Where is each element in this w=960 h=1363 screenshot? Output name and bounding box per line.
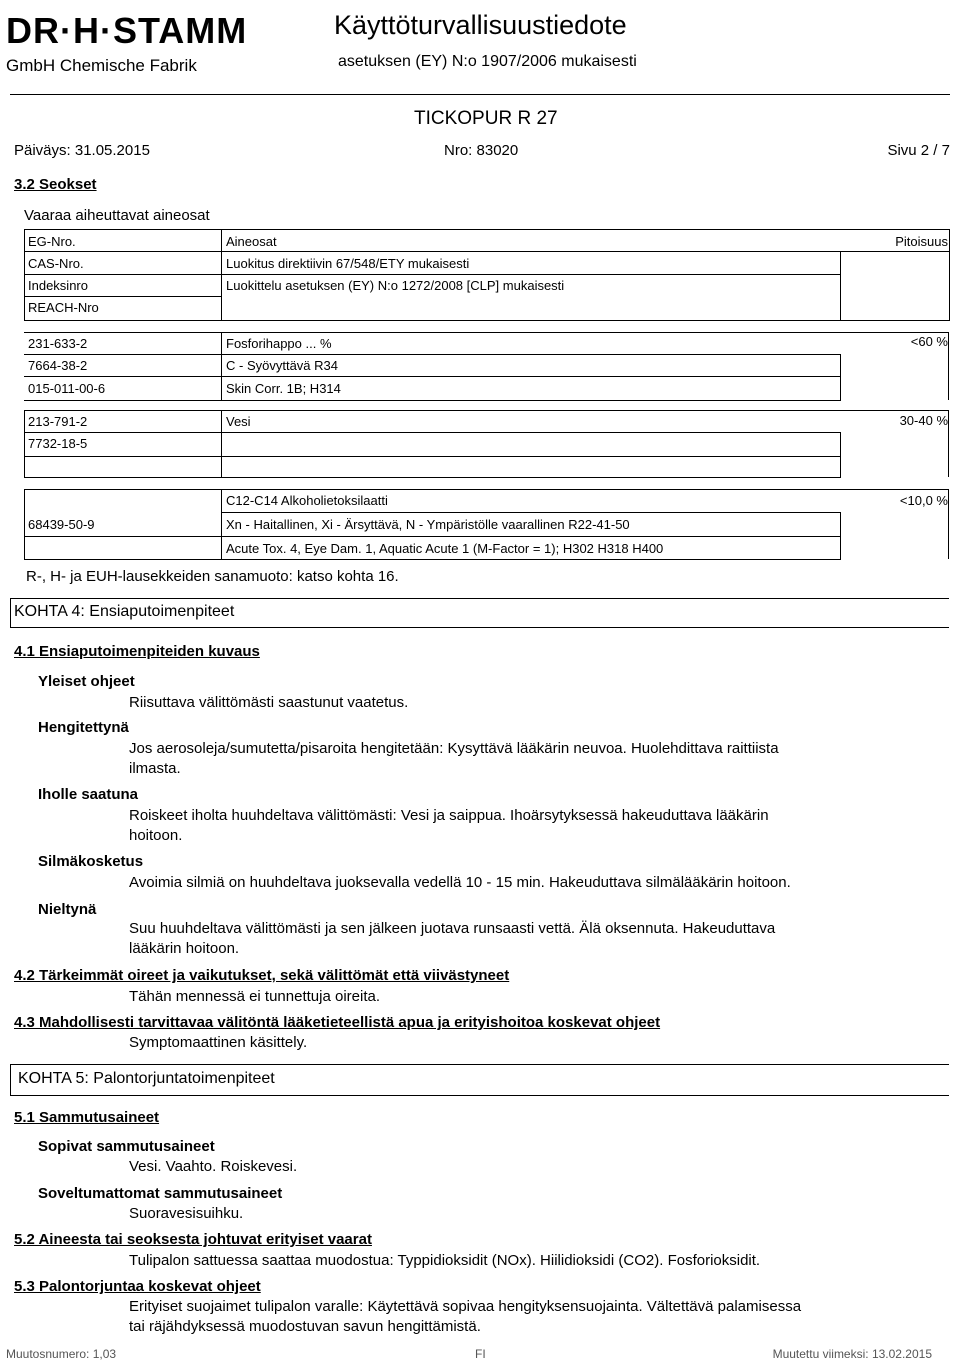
footer-revision: Muutosnumero: 1,03 <box>6 1347 117 1361</box>
table-divider <box>24 432 841 433</box>
skin-contact-label: Iholle saatuna <box>38 786 139 803</box>
company-logo-subtitle: GmbH Chemische Fabrik <box>6 56 197 75</box>
header-classification-dsd: Luokitus direktiivin 67/548/ETY mukaisesti <box>226 256 470 271</box>
skin-contact-text-1: Roiskeet iholta huuhdeltava välittömästi: Vesi ja saippua. Ihoärsytyksessä hakeuduttava lääkärin <box>129 807 769 824</box>
general-advice-label: Yleiset ohjeet <box>38 673 135 690</box>
company-logo: DR·H·STAMM <box>6 10 248 51</box>
row-2-name: Vesi <box>226 414 251 429</box>
row-3-classification-dsd: Xn - Haitallinen, Xi - Ärsyttävä, N - Ympäristölle vaarallinen R22-41-50 <box>226 517 630 532</box>
table-divider <box>24 332 949 333</box>
table-divider <box>24 400 841 401</box>
section-4-3-text: Symptomaattinen käsittely. <box>129 1034 308 1051</box>
table-divider <box>24 274 841 275</box>
table-divider <box>24 410 949 411</box>
table-divider <box>840 354 841 400</box>
table-divider <box>840 512 841 559</box>
section-3-2-heading: 3.2 Seokset <box>14 176 97 193</box>
table-divider <box>840 432 841 477</box>
section-5-3-text-2: tai räjähdyksessä muodostuvan savun hengittämistä. <box>129 1318 481 1335</box>
phrases-note: R-, H- ja EUH-lausekkeiden sanamuoto: katso kohta 16. <box>26 568 399 585</box>
page-number: Sivu 2 / 7 <box>887 142 950 159</box>
unsuitable-media-text: Suoravesisuihku. <box>129 1205 244 1222</box>
inhalation-label: Hengitettynä <box>38 719 129 736</box>
table-divider <box>221 410 222 477</box>
table-divider <box>24 559 841 560</box>
header-eg-nro: EG-Nro. <box>28 234 76 249</box>
table-divider <box>24 456 841 457</box>
table-divider <box>24 489 949 490</box>
section-5-3-heading: 5.3 Palontorjuntaa koskevat ohjeet <box>14 1278 261 1295</box>
footer-language: FI <box>475 1347 486 1361</box>
section-4-1-heading: 4.1 Ensiaputoimenpiteiden kuvaus <box>14 643 260 660</box>
document-subtitle: asetuksen (EY) N:o 1907/2006 mukaisesti <box>338 53 637 70</box>
section-5-3-text-1: Erityiset suojaimet tulipalon varalle: Käytettävä sopivaa hengityksensuojainta. Vältettävä palamisessa <box>129 1298 802 1315</box>
table-header <box>24 229 950 321</box>
header-classification-clp: Luokittelu asetuksen (EY) N:o 1272/2008 [CLP] mukaisesti <box>226 278 565 293</box>
table-divider <box>24 410 25 477</box>
section-5-1-heading: 5.1 Sammutusaineet <box>14 1109 160 1126</box>
suitable-media-text: Vesi. Vaahto. Roiskevesi. <box>129 1158 298 1175</box>
header-reach-nro: REACH-Nro <box>28 300 99 315</box>
ingestion-label: Nieltynä <box>38 901 97 918</box>
header-concentration: Pitoisuus <box>895 234 948 249</box>
section-4-3-heading: 4.3 Mahdollisesti tarvittavaa välitöntä lääketieteellistä apua ja erityishoitoa koskevat ohjeet <box>14 1014 661 1031</box>
section-4-title: KOHTA 4: Ensiaputoimenpiteet <box>14 603 235 620</box>
header-components: Aineosat <box>226 234 277 249</box>
row-1-eg-nro: 231-633-2 <box>28 336 88 351</box>
document-number: Nro: 83020 <box>444 142 519 159</box>
table-divider <box>24 376 841 377</box>
row-3-name: C12-C14 Alkoholietoksilaatti <box>226 493 388 508</box>
row-2-eg-nro: 213-791-2 <box>28 414 88 429</box>
table-divider <box>221 489 222 559</box>
table-divider <box>948 489 949 559</box>
row-1-cas-nro: 7664-38-2 <box>28 358 88 373</box>
header-index-nro: Indeksinro <box>28 278 88 293</box>
row-1-name: Fosforihappo ... % <box>226 336 332 351</box>
inhalation-text-2: ilmasta. <box>129 760 181 777</box>
row-1-classification-clp: Skin Corr. 1B; H314 <box>226 381 341 396</box>
row-2-cas-nro: 7732-18-5 <box>28 436 88 451</box>
header-divider <box>10 94 950 95</box>
suitable-media-label: Sopivat sammutusaineet <box>38 1138 215 1155</box>
hazardous-components-heading: Vaaraa aiheuttavat aineosat <box>24 207 210 224</box>
table-divider <box>24 536 841 537</box>
row-1-classification-dsd: C - Syövyttävä R34 <box>226 358 338 373</box>
eye-contact-label: Silmäkosketus <box>38 853 144 870</box>
row-1-index-nro: 015-011-00-6 <box>28 381 106 396</box>
inhalation-text-1: Jos aerosoleja/sumutetta/pisaroita hengitetään: Kysyttävä lääkärin neuvoa. Huolehdittava raittiista <box>129 740 779 757</box>
row-3-cas-nro: 68439-50-9 <box>28 517 95 532</box>
table-divider <box>24 489 25 559</box>
table-divider <box>840 251 841 320</box>
table-divider <box>221 332 222 400</box>
row-2-concentration: 30-40 % <box>899 413 948 428</box>
table-divider <box>24 296 221 297</box>
table-divider <box>221 512 841 513</box>
ingestion-text-1: Suu huuhdeltava välittömästi ja sen jälkeen juotava runsaasti vettä. Älä oksennuta. Hakeuduttava <box>129 920 776 937</box>
unsuitable-media-label: Soveltumattomat sammutusaineet <box>38 1185 283 1202</box>
row-3-classification-clp: Acute Tox. 4, Eye Dam. 1, Aquatic Acute 1 (M-Factor = 1); H302 H318 H400 <box>226 541 664 556</box>
eye-contact-text: Avoimia silmiä on huuhdeltava juoksevalla vedellä 10 - 15 min. Hakeuduttava silmälääkärin hoitoon. <box>129 874 791 891</box>
table-divider <box>24 251 949 252</box>
header-cas-nro: CAS-Nro. <box>28 256 84 271</box>
table-divider <box>948 332 949 400</box>
section-5-title: KOHTA 5: Palontorjuntatoimenpiteet <box>18 1070 275 1087</box>
row-1-concentration: <60 % <box>910 334 948 349</box>
section-5-2-text: Tulipalon sattuessa saattaa muodostua: Typpidioksidit (NOx). Hiilidioksidi (CO2). Fosforioksidit. <box>129 1252 761 1269</box>
table-divider <box>24 477 841 478</box>
skin-contact-text-2: hoitoon. <box>129 827 183 844</box>
row-3-concentration: <10,0 % <box>899 493 948 508</box>
table-divider <box>24 354 841 355</box>
section-4-2-text: Tähän mennessä ei tunnettuja oireita. <box>129 988 380 1005</box>
general-advice-text: Riisuttava välittömästi saastunut vaatetus. <box>129 694 409 711</box>
section-5-2-heading: 5.2 Aineesta tai seoksesta johtuvat erityiset vaarat <box>14 1231 372 1248</box>
document-date: Päiväys: 31.05.2015 <box>14 142 150 159</box>
ingestion-text-2: lääkärin hoitoon. <box>129 940 240 957</box>
table-divider <box>948 410 949 477</box>
document-title: Käyttöturvallisuustiedote <box>334 10 627 40</box>
product-name: TICKOPUR R 27 <box>414 108 558 129</box>
section-4-2-heading: 4.2 Tärkeimmät oireet ja vaikutukset, sekä välittömät että viivästyneet <box>14 967 510 984</box>
footer-revised-date: Muutettu viimeksi: 13.02.2015 <box>772 1347 932 1361</box>
